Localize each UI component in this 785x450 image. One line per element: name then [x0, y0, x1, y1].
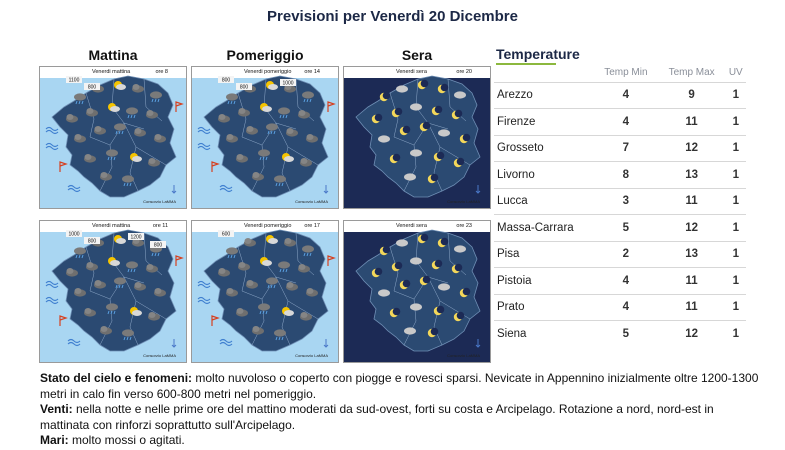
- cloud-icon: [135, 282, 142, 288]
- map-credit: Consorzio LaMMA: [295, 353, 328, 358]
- rain-cloud-icon: [266, 277, 278, 284]
- temperature-cell-city: Prato: [494, 294, 594, 321]
- moon-shadow: [463, 288, 471, 296]
- temperature-cell-uv: 1: [726, 268, 746, 295]
- rain-cloud-icon: [226, 93, 238, 100]
- cloud-icon: [75, 288, 82, 294]
- moon-shadow: [403, 280, 411, 288]
- map-graphic: [192, 67, 338, 208]
- cloud-icon: [253, 172, 260, 178]
- temperature-cell-min: 5: [594, 321, 658, 348]
- moon-shadow: [457, 312, 465, 320]
- rain-cloud-icon: [302, 91, 314, 98]
- temperature-row: [494, 109, 746, 136]
- temperature-cell-min: 4: [594, 268, 658, 295]
- temperature-row: [494, 162, 746, 189]
- temperature-cell-min: 5: [594, 215, 658, 242]
- cloud-icon: [237, 308, 244, 314]
- rain-cloud-icon: [266, 123, 278, 130]
- temperature-cell-max: 11: [658, 188, 726, 215]
- snow-level-text: 800: [239, 84, 249, 91]
- cloud-icon: [287, 282, 294, 288]
- cloud-icon: [396, 239, 408, 246]
- rain-cloud-icon: [302, 245, 314, 252]
- cloud-icon: [262, 106, 272, 112]
- temperature-cell-min: 4: [594, 82, 658, 109]
- moon-shadow: [435, 106, 443, 114]
- forecast-map-sera-early[interactable]: [343, 66, 491, 209]
- map-day-label: Venerdi mattina: [92, 69, 131, 75]
- temperature-cell-city: Pistoia: [494, 268, 594, 295]
- temperature-cell-uv: 1: [726, 321, 746, 348]
- moon-shadow: [431, 328, 439, 336]
- cloud-icon: [245, 238, 252, 244]
- moon-shadow: [437, 306, 445, 314]
- cloud-icon: [404, 327, 416, 334]
- temperature-row: [494, 268, 746, 295]
- moon-shadow: [421, 234, 429, 242]
- temperature-cell-city: Massa-Carrara: [494, 215, 594, 242]
- rain-cloud-icon: [274, 175, 286, 182]
- temperature-row: [494, 188, 746, 215]
- cloud-icon: [227, 288, 234, 294]
- snow-level-text: 800: [153, 242, 163, 249]
- cloud-icon: [75, 134, 82, 140]
- column-header-pomeriggio: Pomeriggio: [226, 47, 304, 63]
- temperature-cell-max: 12: [658, 215, 726, 242]
- temperature-cell-uv: 1: [726, 162, 746, 189]
- moon-shadow: [423, 276, 431, 284]
- sea-label: Mari:: [40, 433, 69, 447]
- map-credit: Consorzio LaMMA: [295, 199, 328, 204]
- cloud-icon: [299, 264, 306, 270]
- snow-level-text: 1000: [282, 80, 294, 87]
- snow-level-text: 1200: [130, 234, 142, 241]
- rain-cloud-icon: [226, 247, 238, 254]
- temperature-cell-city: Livorno: [494, 162, 594, 189]
- temperature-cell-city: Arezzo: [494, 82, 594, 109]
- forecast-map-mattina-early[interactable]: [39, 66, 187, 209]
- map-graphic: [192, 221, 338, 362]
- temperature-cell-min: 8: [594, 162, 658, 189]
- temperature-row: [494, 294, 746, 321]
- cloud-icon: [135, 128, 142, 134]
- cloud-icon: [87, 262, 94, 268]
- cloud-icon: [307, 134, 314, 140]
- cloud-icon: [116, 84, 126, 90]
- cloud-icon: [284, 310, 294, 316]
- cloud-icon: [237, 154, 244, 160]
- temperature-cell-uv: 1: [726, 188, 746, 215]
- snow-level-text: 1000: [68, 231, 80, 238]
- forecast-map-mattina-late[interactable]: [39, 220, 187, 363]
- moon-shadow: [441, 238, 449, 246]
- moon-shadow: [455, 264, 463, 272]
- temperature-cell-uv: 1: [726, 82, 746, 109]
- moon-shadow: [375, 268, 383, 276]
- moon-shadow: [421, 80, 429, 88]
- snow-level-text: 1100: [68, 77, 80, 84]
- temperature-cell-city: Grosseto: [494, 135, 594, 162]
- cloud-icon: [262, 260, 272, 266]
- cloud-icon: [149, 312, 156, 318]
- cloud-icon: [87, 108, 94, 114]
- rain-cloud-icon: [126, 261, 138, 268]
- rain-cloud-icon: [278, 261, 290, 268]
- cloud-icon: [307, 288, 314, 294]
- temperature-cell-min: 7: [594, 135, 658, 162]
- rain-cloud-icon: [114, 123, 126, 130]
- rain-cloud-icon: [114, 277, 126, 284]
- temperature-cell-max: 11: [658, 268, 726, 295]
- map-graphic: [40, 221, 186, 362]
- cloud-icon: [285, 238, 292, 244]
- temperature-cell-max: 12: [658, 321, 726, 348]
- map-hour-label: ore 8: [155, 69, 168, 75]
- temperature-row: [494, 135, 746, 162]
- map-graphic: [40, 67, 186, 208]
- temperature-cell-min: 4: [594, 109, 658, 136]
- moon-shadow: [403, 126, 411, 134]
- cloud-icon: [410, 149, 422, 156]
- map-hour-label: ore 20: [456, 69, 472, 75]
- map-day-label: Venerdi sera: [396, 223, 427, 229]
- sea-text: molto mossi o agitati.: [68, 433, 185, 447]
- rain-cloud-icon: [74, 247, 86, 254]
- cloud-icon: [410, 303, 422, 310]
- cloud-icon: [410, 103, 422, 110]
- temperature-cell-uv: 1: [726, 135, 746, 162]
- map-credit: Consorzio LaMMA: [447, 199, 480, 204]
- temperature-cell-max: 12: [658, 135, 726, 162]
- map-credit: Consorzio LaMMA: [143, 199, 176, 204]
- forecast-map-pomeriggio-late[interactable]: [191, 220, 339, 363]
- header-uv: UV: [728, 67, 743, 79]
- forecast-bulletin: [40, 371, 760, 449]
- moon-shadow: [437, 152, 445, 160]
- cloud-icon: [299, 110, 306, 116]
- page-title: Previsioni per Venerdì 20 Dicembre: [267, 8, 518, 25]
- cloud-icon: [378, 289, 390, 296]
- cloud-icon: [110, 106, 120, 112]
- cloud-icon: [287, 128, 294, 134]
- moon-shadow: [431, 174, 439, 182]
- cloud-icon: [284, 156, 294, 162]
- rain-cloud-icon: [106, 149, 118, 156]
- cloud-icon: [110, 260, 120, 266]
- rain-cloud-icon: [126, 107, 138, 114]
- temperature-row: [494, 321, 746, 348]
- temperature-cell-city: Pisa: [494, 241, 594, 268]
- cloud-icon: [239, 262, 246, 268]
- map-day-label: Venerdi sera: [396, 69, 427, 75]
- rain-cloud-icon: [74, 93, 86, 100]
- cloud-icon: [219, 268, 226, 274]
- cloud-icon: [85, 308, 92, 314]
- forecast-map-pomeriggio-early[interactable]: [191, 66, 339, 209]
- temperature-cell-min: 4: [594, 294, 658, 321]
- cloud-icon: [253, 326, 260, 332]
- cloud-icon: [227, 134, 234, 140]
- cloud-icon: [149, 158, 156, 164]
- map-graphic: [344, 221, 490, 362]
- map-hour-label: ore 17: [304, 223, 320, 229]
- column-header-mattina: Mattina: [88, 47, 138, 63]
- cloud-icon: [438, 129, 450, 136]
- cloud-icon: [67, 268, 74, 274]
- header-temp-min: Temp Min: [604, 67, 648, 79]
- moon-shadow: [383, 246, 391, 254]
- rain-cloud-icon: [258, 303, 270, 310]
- cloud-icon: [396, 85, 408, 92]
- cloud-icon: [67, 114, 74, 120]
- cloud-icon: [147, 264, 154, 270]
- temperature-cell-city: Firenze: [494, 109, 594, 136]
- temperature-cell-max: 9: [658, 82, 726, 109]
- rain-cloud-icon: [274, 329, 286, 336]
- cloud-icon: [85, 154, 92, 160]
- temperature-cell-min: 3: [594, 188, 658, 215]
- header-temp-max: Temp Max: [668, 67, 715, 79]
- map-hour-label: ore 14: [304, 69, 320, 75]
- moon-shadow: [457, 158, 465, 166]
- cloud-icon: [95, 126, 102, 132]
- snow-level-text: 800: [87, 238, 97, 245]
- map-hour-label: ore 11: [152, 223, 168, 229]
- rain-cloud-icon: [150, 91, 162, 98]
- map-hour-label: ore 23: [456, 223, 472, 229]
- cloud-icon: [247, 280, 254, 286]
- map-day-label: Venerdi mattina: [92, 223, 131, 229]
- cloud-icon: [95, 280, 102, 286]
- cloud-icon: [454, 91, 466, 98]
- temperature-title: Temperature: [496, 46, 580, 62]
- wind-text: nella notte e nelle prime ore del mattino moderati da sud-ovest, forti su costa e Arcipelago. Rotazione a nord, nord-est in mattinata con rinforzi soprattutto sull'Arcipelago.: [40, 402, 714, 432]
- cloud-icon: [133, 84, 140, 90]
- moon-shadow: [393, 308, 401, 316]
- rain-cloud-icon: [258, 149, 270, 156]
- cloud-icon: [454, 245, 466, 252]
- cloud-icon: [247, 126, 254, 132]
- temperature-table: [494, 64, 746, 347]
- temperature-row: [494, 82, 746, 109]
- forecast-map-sera-late[interactable]: [343, 220, 491, 363]
- cloud-icon: [239, 108, 246, 114]
- moon-shadow: [423, 122, 431, 130]
- moon-shadow: [383, 92, 391, 100]
- cloud-icon: [404, 173, 416, 180]
- temperature-cell-max: 13: [658, 162, 726, 189]
- cloud-icon: [101, 326, 108, 332]
- moon-shadow: [463, 134, 471, 142]
- sky-text: molto nuvoloso o coperto con piogge e rovesci sparsi. Nevicate in Appennino inizialmente oltre 1200-1300 metri in calo fin verso 600-800 metri nel pomeriggio.: [40, 371, 759, 401]
- moon-shadow: [455, 110, 463, 118]
- header-city: [494, 64, 594, 82]
- rain-cloud-icon: [122, 329, 134, 336]
- cloud-icon: [147, 110, 154, 116]
- cloud-icon: [132, 310, 142, 316]
- cloud-icon: [155, 288, 162, 294]
- wind-label: Venti:: [40, 402, 73, 416]
- column-header-sera: Sera: [401, 47, 433, 63]
- temperature-cell-uv: 1: [726, 215, 746, 242]
- snow-level-text: 800: [87, 84, 97, 91]
- snow-level-text: 600: [221, 231, 231, 238]
- moon-shadow: [435, 260, 443, 268]
- temperature-cell-uv: 1: [726, 109, 746, 136]
- moon-shadow: [395, 262, 403, 270]
- rain-cloud-icon: [122, 175, 134, 182]
- cloud-icon: [438, 283, 450, 290]
- temperature-row: [494, 241, 746, 268]
- temperature-cell-uv: 1: [726, 294, 746, 321]
- temperature-cell-city: Lucca: [494, 188, 594, 215]
- moon-shadow: [393, 154, 401, 162]
- temperature-cell-max: 11: [658, 109, 726, 136]
- cloud-icon: [301, 312, 308, 318]
- temperature-cell-uv: 1: [726, 241, 746, 268]
- temperature-cell-max: 13: [658, 241, 726, 268]
- cloud-icon: [155, 134, 162, 140]
- temperature-header-row: [494, 64, 746, 82]
- sky-label: Stato del cielo e fenomeni:: [40, 371, 193, 385]
- cloud-icon: [219, 114, 226, 120]
- rain-cloud-icon: [106, 303, 118, 310]
- cloud-icon: [378, 135, 390, 142]
- moon-shadow: [395, 108, 403, 116]
- map-credit: Consorzio LaMMA: [447, 353, 480, 358]
- cloud-icon: [268, 238, 278, 244]
- moon-shadow: [441, 84, 449, 92]
- map-credit: Consorzio LaMMA: [143, 353, 176, 358]
- map-day-label: Venerdi pomeriggio: [244, 69, 292, 75]
- cloud-icon: [116, 238, 126, 244]
- temperature-cell-max: 11: [658, 294, 726, 321]
- temperature-row: [494, 215, 746, 242]
- moon-shadow: [375, 114, 383, 122]
- temperature-cell-min: 2: [594, 241, 658, 268]
- cloud-icon: [101, 172, 108, 178]
- snow-level-text: 800: [221, 77, 231, 84]
- map-day-label: Venerdi pomeriggio: [244, 223, 292, 229]
- cloud-icon: [301, 158, 308, 164]
- cloud-icon: [268, 84, 278, 90]
- temperature-cell-city: Siena: [494, 321, 594, 348]
- cloud-icon: [132, 156, 142, 162]
- cloud-icon: [410, 257, 422, 264]
- rain-cloud-icon: [278, 107, 290, 114]
- map-graphic: [344, 67, 490, 208]
